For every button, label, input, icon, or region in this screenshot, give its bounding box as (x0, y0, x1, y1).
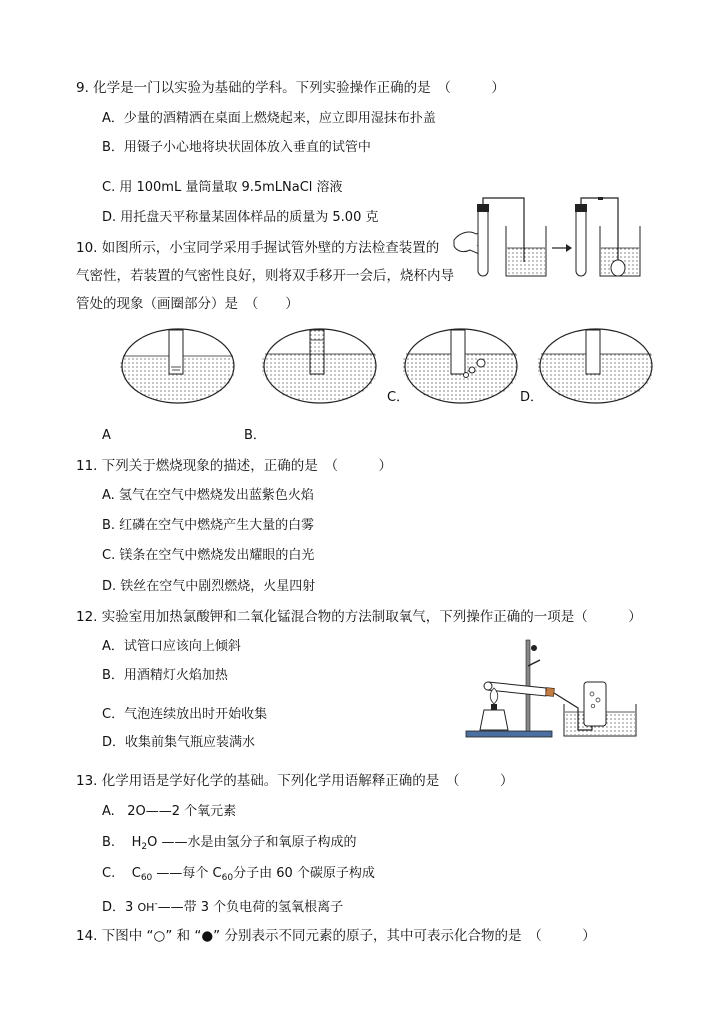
q13-option-b-text: ——水是由氢分子和氧原子构成的 (157, 835, 357, 850)
q11-option-b: B. 红磷在空气中燃烧产生大量的白雾 (102, 518, 315, 533)
q13-option-b-formula-o: O (147, 835, 158, 850)
q13-option-b (102, 835, 356, 855)
q13-option-d-label: D．3 (102, 900, 134, 915)
q9-option-d: D. 用托盘天平称量某固体样品的质量为 5.00 克 (102, 210, 379, 225)
q14-stem: 14. 下图中 “○” 和 “●” 分别表示不同元素的原子，其中可表示化合物的是 （ ） (76, 928, 596, 944)
q10-option-c-label: C． (387, 390, 410, 405)
q10-option-a-label: A (102, 428, 111, 443)
q10-apparatus-figure (452, 196, 652, 282)
q13-option-a (102, 804, 236, 820)
q9-option-a: A．少量的酒精洒在桌面上燃烧起来，应立即用湿抹布扑盖 (102, 111, 436, 126)
q13-option-b-formula-h: H (131, 835, 142, 850)
q10-stem-line3: 管处的现象（画圈部分）是 （ ） (76, 296, 299, 312)
q10-option-b-label: B． (244, 428, 266, 443)
q13-option-c-formula-sub: 60 (140, 873, 153, 883)
q13-option-a-formula: 2O (127, 804, 146, 819)
q9-stem: 9. 化学是一门以实验为基础的学科。下列实验操作正确的是 （ ） (76, 80, 505, 96)
q10-option-c-figure (403, 326, 523, 406)
q9-option-b: B．用镊子小心地将块状固体放入垂直的试管中 (102, 140, 371, 155)
q11-option-d: D. 铁丝在空气中剧烈燃烧，火星四射 (102, 579, 316, 594)
q13-stem: 13. 化学用语是学好化学的基础。下列化学用语解释正确的是 （ ） (76, 773, 514, 789)
q9-option-c: C. 用 100mL 量筒量取 9.5mLNaCl 溶液 (102, 180, 343, 195)
q11-option-c: C. 镁条在空气中燃烧发出耀眼的白光 (102, 548, 315, 563)
q13-option-a-text: ——2 个氧元素 (145, 804, 237, 819)
q10-stem-line1: 10. 如图所示，小宝同学采用手握试管外壁的方法检查装置的 (76, 240, 440, 256)
q10-stem-line2: 气密性，若装置的气密性良好，则将双手移开一会后，烧杯内导 (76, 268, 454, 284)
q13-option-c (102, 866, 375, 886)
q13-option-c-text2: 分子由 60 个碳原子构成 (233, 866, 375, 881)
q13-option-c-label: C. (102, 866, 116, 881)
q11-option-a: A. 氢气在空气中燃烧发出蓝紫色火焰 (102, 488, 314, 503)
q13-option-b-label: B. (102, 835, 116, 850)
q10-option-d-figure (538, 326, 658, 406)
q13-option-b-formula-sub: 2 (141, 842, 148, 852)
q10-option-b-figure (262, 326, 382, 406)
q12-option-d: D．收集前集气瓶应装满水 (102, 735, 256, 750)
q13-option-d-sup: - (154, 899, 158, 909)
q12-option-c: C．气泡连续放出时开始收集 (102, 707, 268, 722)
q13-option-a-label: A. (102, 804, 115, 819)
q13-option-d-text: ——带 3 个负电荷的氢氧根离子 (157, 900, 344, 915)
q10-option-d-label: D． (520, 390, 544, 405)
q13-option-c-formula-c: C (131, 866, 141, 881)
q13-option-c-text-sub: 60 (221, 873, 234, 883)
q12-option-b: B．用酒精灯火焰加热 (102, 668, 228, 683)
q13-option-d-formula: OH (137, 901, 155, 914)
q13-option-c-text: ——每个 C (152, 866, 222, 881)
q13-option-d (102, 896, 343, 916)
q10-option-a-figure (120, 326, 240, 406)
q12-stem: 12. 实验室用加热氯酸钾和二氧化锰混合物的方法制取氧气，下列操作正确的一项是（ ） (76, 609, 642, 625)
q12-option-a: A．试管口应该向上倾斜 (102, 639, 241, 654)
q11-stem: 11. 下列关于燃烧现象的描述，正确的是 （ ） (76, 458, 393, 474)
q12-apparatus-figure (466, 638, 640, 740)
